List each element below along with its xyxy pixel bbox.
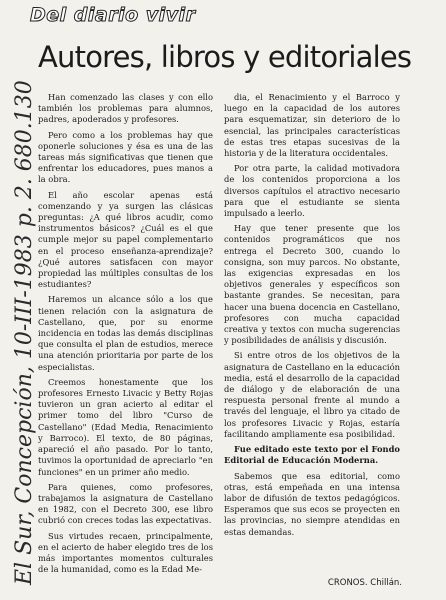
handwritten-annotation: El Sur, Concepción, 10-III-1983 p. 2. 680.130 xyxy=(12,80,37,585)
paragraph: Sabemos que esa editorial, como otras, está empeñada en una intensa labor de difusión de textos pedagógicos. Esperamos que sus ecos se proyecten en las provincias, no siempre atendidas en estas demandas. xyxy=(224,470,400,537)
article-column-right xyxy=(224,92,400,538)
paragraph: Si entre otros de los objetivos de la asignatura de Castellano en la educación media, está el desarrollo de la capacidad de diálogo y de elaboración de una respuesta personal frente al mundo a través del lenguaje, el libro ya citado de los profesores Livacic y Rojas, estaría facilitando ampliamente esa posibilidad. xyxy=(224,350,400,439)
paragraph: dia, el Renacimiento y el Barroco y luego en la capacidad de los autores para esquematizar, sin deterioro de lo esencial, las principales características de estas tres etapas sucesivas de la historia y de la literatura occidentales. xyxy=(224,92,400,159)
paragraph: Haremos un alcance sólo a los que tienen relación con la asignatura de Castellano, que, por su enorme incidencia en todas las demás disciplinas que consulta el plan de estudios, merece una atención prioritaria por parte de los especialistas. xyxy=(38,294,213,372)
article-title: Autores, libros y editoriales xyxy=(38,40,412,74)
paragraph: Hay que tener presente que los contenidos programáticos que nos entrega el Decreto 300, cuando lo consigna, son muy parcos. No obstante, las exigencias expresadas en los objetivos generales y específicos son bastante grandes. Se necesitan, para hacer una buena docencia en Castellano, profesores con mucha capacidad creativa y textos con mucha sugerencias y posibilidades de análisis y discusión. xyxy=(224,223,400,346)
section-header: Del diario vivir xyxy=(30,4,196,26)
paragraph: Pero como a los problemas hay que oponerle soluciones y ésa es una de las tareas más significativas que tienen que enfrentar los educadores, pues manos a la obra. xyxy=(38,129,213,185)
paragraph: Para quienes, como profesores, trabajamos la asignatura de Castellano en 1982, con el Decreto 300, ese libro cubrió con creces todas las expectativas. xyxy=(38,481,213,526)
paragraph: Fue editado este texto por el Fondo Editorial de Educación Moderna. xyxy=(224,444,400,466)
paragraph: Por otra parte, la calidad motivadora de los contenidos proporciona a los diversos capítulos el atractivo necesario para que el estudiante se sienta impulsado a leerlo. xyxy=(224,163,400,219)
paragraph: Sus virtudes recaen, principalmente, en el acierto de haber elegido tres de los más importantes momentos culturales de la humanidad, como es la Edad Me- xyxy=(38,530,213,575)
paragraph: Han comenzado las clases y con ello también los problemas para alumnos, padres, apoderados y profesores. xyxy=(38,92,213,125)
article-column-left xyxy=(38,92,213,575)
author-signature: CRONOS. Chillán. xyxy=(327,578,402,588)
paragraph: Creemos honestamente que los profesores Ernesto Livacic y Betty Rojas tuvieron un gran acierto al editar el primer tomo del libro "Curso de Castellano" (Edad Media, Renacimiento y Barroco). El texto, de 80 páginas, apareció el año pasado. Por lo tanto, tuvimos la oportunidad de apreciarlo "en funciones" en un primer año medio. xyxy=(38,376,213,477)
paragraph: El año escolar apenas está comenzando y ya surgen las clásicas preguntas: ¿A qué libros acudir, como instrumentos básicos? ¿Cuál es el que cumple mejor su papel complementario en el proceso enseñanza-aprendizaje? ¿Qué autores satisfacen con mayor propiedad las múltiples consultas de los estudiantes? xyxy=(38,189,213,290)
